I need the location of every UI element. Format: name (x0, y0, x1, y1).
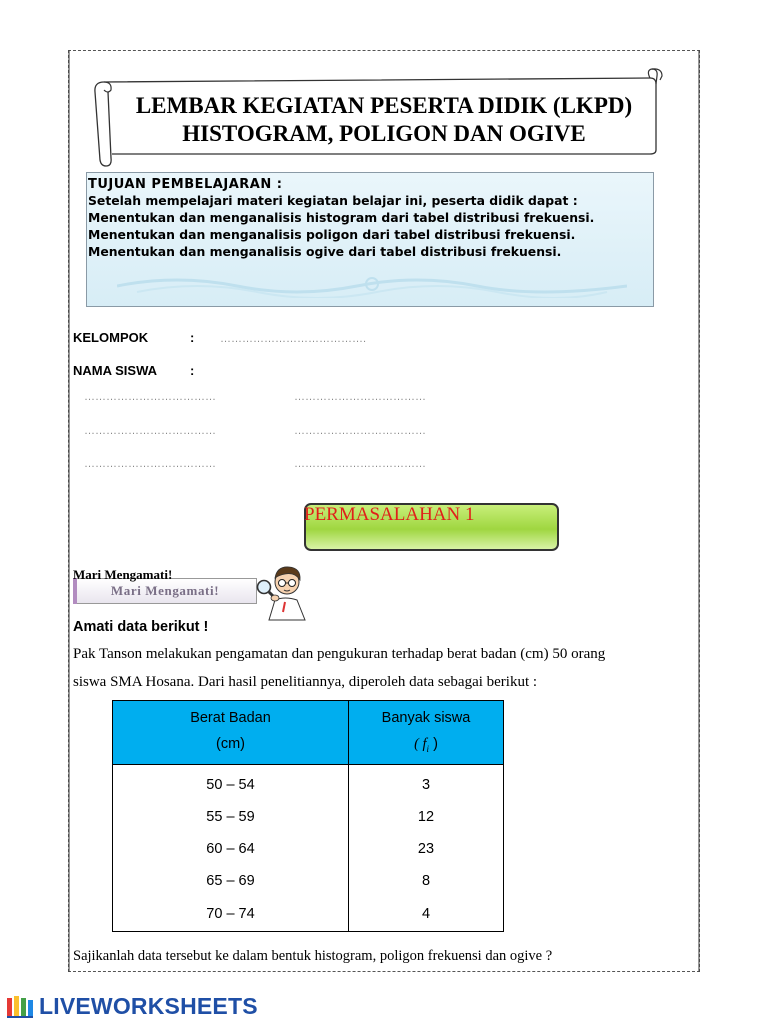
fi-subscript: i (426, 743, 430, 754)
cell-range: 50 – 54 (113, 765, 349, 802)
observe-heading: Mari Mengamati! (73, 567, 173, 582)
fi-close: ) (429, 736, 438, 752)
cell-count: 3 (349, 765, 504, 802)
fi-open: ( f (414, 736, 427, 752)
instruction-text: Amati data berikut ! (73, 619, 209, 635)
title-line-1: LEMBAR KEGIATAN PESERTA DIDIK (LKPD) (135, 93, 633, 118)
objectives-heading: TUJUAN PEMBELAJARAN : (88, 177, 283, 192)
liveworksheets-logo[interactable] (6, 993, 258, 1020)
header-weight-unit: (cm) (216, 736, 245, 752)
cell-count: 12 (349, 801, 504, 833)
liveworksheets-brand: LIVEWORKSHEETS (39, 993, 258, 1019)
cell-range: 65 – 69 (113, 865, 349, 897)
student-name-field[interactable]: ……………………………… (294, 425, 426, 437)
student-colon: : (190, 363, 195, 378)
student-magnifier-icon (255, 562, 315, 624)
table-header-row (113, 701, 504, 765)
cell-range: 70 – 74 (113, 897, 349, 932)
student-name-field[interactable]: ……………………………… (84, 425, 216, 437)
cell-range: 55 – 59 (113, 801, 349, 833)
title-line-2: HISTOGRAM, POLIGON DAN OGIVE (182, 121, 586, 146)
cell-count: 23 (349, 833, 504, 865)
table-row (113, 897, 504, 932)
table-row (113, 765, 504, 802)
header-count-symbol (350, 731, 502, 762)
header-weight-label: Berat Badan (190, 710, 271, 726)
liveworksheets-icon (6, 995, 36, 1019)
table-row (113, 865, 504, 897)
page-title (108, 92, 660, 148)
cell-count: 8 (349, 865, 504, 897)
observe-badge-label: Mari Mengamati! (110, 583, 220, 598)
student-name-field[interactable]: ……………………………… (294, 458, 426, 470)
student-name-field[interactable]: ……………………………… (84, 458, 216, 470)
student-label: NAMA SISWA (73, 363, 158, 378)
objective-line: Menentukan dan menganalisis histogram dari tabel distribusi frekuensi. (88, 210, 595, 225)
group-name-field[interactable]: …………………………………. (220, 333, 367, 345)
header-weight (113, 701, 349, 765)
cell-count: 4 (349, 897, 504, 932)
problem-label: PERMASALAHAN 1 (304, 504, 475, 525)
table-row (113, 833, 504, 865)
table-row (113, 801, 504, 833)
objective-line: Setelah mempelajari materi kegiatan belajar ini, peserta didik dapat : (88, 193, 578, 208)
header-count (349, 701, 504, 765)
objective-line: Menentukan dan menganalisis poligon dari tabel distribusi frekuensi. (88, 227, 576, 242)
data-table (112, 700, 504, 932)
header-count-label: Banyak siswa (381, 710, 471, 726)
question-text: Sajikanlah data tersebut ke dalam bentuk histogram, poligon frekuensi dan ogive ? (73, 948, 553, 964)
objective-line: Menentukan dan menganalisis ogive dari tabel distribusi frekuensi. (88, 244, 562, 259)
student-name-field[interactable]: ……………………………… (294, 391, 426, 403)
paragraph-line: siswa SMA Hosana. Dari hasil penelitiannya, diperoleh data sebagai berikut : (73, 674, 538, 690)
ornament-decoration (117, 272, 627, 298)
group-colon: : (190, 330, 195, 345)
student-name-field[interactable]: ……………………………… (84, 391, 216, 403)
group-label: KELOMPOK (73, 330, 149, 345)
cell-range: 60 – 64 (113, 833, 349, 865)
paragraph-line: Pak Tanson melakukan pengamatan dan pengukuran terhadap berat badan (cm) 50 orang (73, 646, 606, 662)
